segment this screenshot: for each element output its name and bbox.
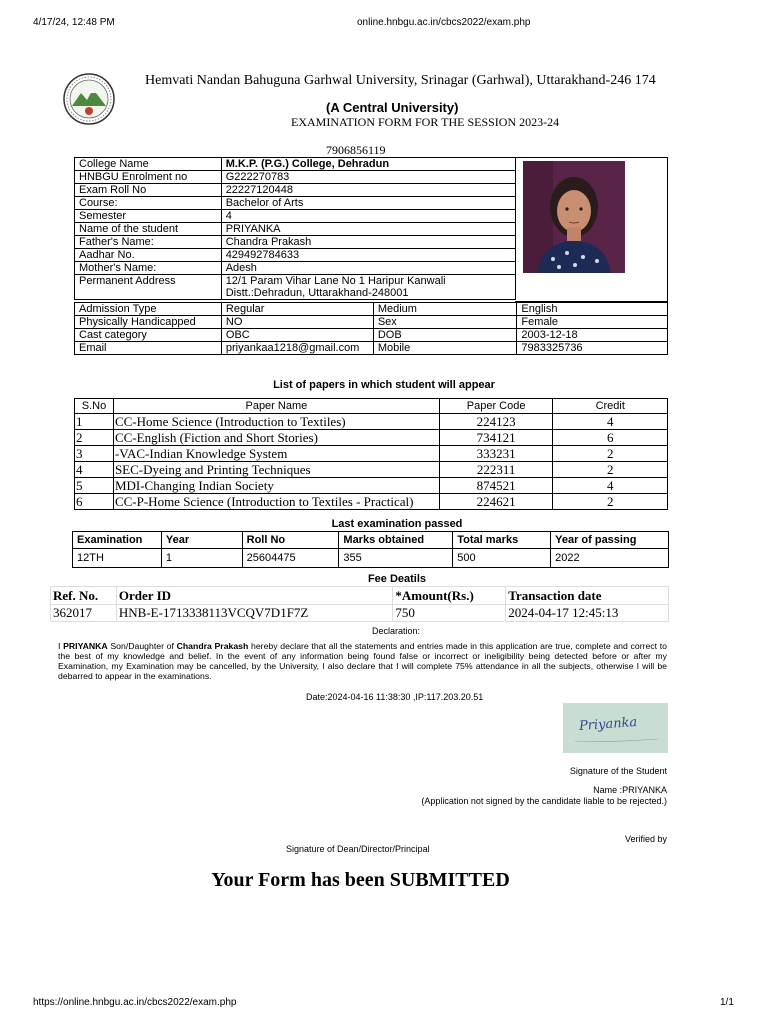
col-year: Year (161, 532, 242, 549)
table-row (75, 342, 668, 355)
cell-paper-name: MDI-Changing Indian Society (113, 478, 439, 494)
university-logo (63, 73, 115, 125)
fee-title: Fee Deatils (367, 573, 427, 585)
admission-details-table (74, 302, 668, 355)
medium-label: Medium (373, 303, 517, 316)
col-paper-name: Paper Name (113, 399, 439, 414)
papers-title: List of papers in which student will appear (273, 379, 495, 391)
mother-value: Adesh (221, 262, 515, 275)
footer-page-number: 1/1 (720, 997, 734, 1008)
address-line1: 12/1 Param Vihar Lane No 1 Haripur Kanwali (225, 275, 446, 287)
semester-value: 4 (221, 210, 515, 223)
table-row (75, 446, 668, 462)
aadhar-label: Aadhar No. (75, 249, 222, 262)
roll-label: Exam Roll No (75, 184, 222, 197)
cell-sno: 3 (75, 446, 114, 462)
cell-order-id: HNB-E-1713338113VCQV7D1F7Z (116, 605, 393, 622)
admission-value: Regular (221, 303, 373, 316)
table-header-row (75, 399, 668, 414)
footer-url: https://online.hnbgu.ac.in/cbcs2022/exam.php (33, 997, 237, 1008)
table-row (75, 329, 668, 342)
table-row (75, 275, 516, 300)
table-row (75, 171, 516, 184)
col-roll-no: Roll No (242, 532, 339, 549)
cell-credit: 4 (553, 414, 668, 430)
medium-value: English (517, 303, 668, 316)
roll-value: 22227120448 (221, 184, 515, 197)
caste-label: Cast category (75, 329, 222, 342)
signature-text: Priyanka (578, 714, 638, 735)
cell-paper-name: SEC-Dyeing and Printing Techniques (113, 462, 439, 478)
cell-roll-no: 25604475 (242, 549, 339, 568)
address-value (221, 275, 515, 300)
col-marks-obtained: Marks obtained (339, 532, 453, 549)
cell-year: 1 (161, 549, 242, 568)
submission-status: Your Form has been SUBMITTED (211, 869, 510, 891)
sex-label: Sex (373, 316, 517, 329)
col-examination: Examination (73, 532, 162, 549)
address-label: Permanent Address (75, 275, 222, 300)
col-ref-no: Ref. No. (51, 587, 117, 605)
last-exam-title: Last examination passed (331, 518, 463, 530)
name-label: Name of the student (75, 223, 222, 236)
aadhar-value: 429492784633 (221, 249, 515, 262)
mobile-label: Mobile (373, 342, 517, 355)
university-subtitle: (A Central University) (326, 100, 459, 115)
signature-name: Name :PRIYANKA (593, 785, 667, 795)
col-transaction-date: Transaction date (506, 587, 669, 605)
father-label: Father's Name: (75, 236, 222, 249)
submission-meta: Date:2024-04-16 11:38:30 ,IP:117.203.20.51 (306, 692, 484, 702)
last-exam-table (72, 531, 669, 568)
cell-credit: 2 (553, 446, 668, 462)
cell-sno: 2 (75, 430, 114, 446)
enrol-value: G222270783 (221, 171, 515, 184)
table-row (75, 494, 668, 510)
cell-paper-name: CC-Home Science (Introduction to Textiles) (113, 414, 439, 430)
cell-sno: 4 (75, 462, 114, 478)
table-row (75, 414, 668, 430)
cell-marks-obtained: 355 (339, 549, 453, 568)
mobile-value: 7983325736 (517, 342, 668, 355)
col-sno: S.No (75, 399, 114, 414)
col-amount: *Amount(Rs.) (393, 587, 506, 605)
table-header-row (73, 532, 669, 549)
cell-total-marks: 500 (453, 549, 551, 568)
name-value: PRIYANKA (221, 223, 515, 236)
signature-caption: Signature of the Student (569, 766, 667, 776)
declaration-text: I PRIYANKA Son/Daughter of Chandra Prakash hereby declare that all the statements and entries made in this application are true, complete and correct to the best of my knowledge and belief. In the event of any information being found false or incorrect or ineligibility being detected before or after my Examination, my Examination may be cancelled, by the University, I also declare that I will complete 75% attendance in all the subjects, otherwise I will be debarred to appear in the examinations. (58, 641, 667, 681)
papers-table (74, 398, 668, 510)
cell-paper-name: CC-English (Fiction and Short Stories) (113, 430, 439, 446)
col-paper-code: Paper Code (439, 399, 553, 414)
college-label: College Name (75, 158, 222, 171)
course-label: Course: (75, 197, 222, 210)
table-row (73, 549, 669, 568)
signature-image (563, 703, 668, 753)
table-row (75, 462, 668, 478)
mother-label: Mother's Name: (75, 262, 222, 275)
cell-credit: 4 (553, 478, 668, 494)
semester-label: Semester (75, 210, 222, 223)
print-datetime: 4/17/24, 12:48 PM (33, 17, 115, 28)
handicap-value: NO (221, 316, 373, 329)
declaration-title: Declaration: (372, 626, 421, 636)
cell-amount: 750 (393, 605, 506, 622)
handicap-label: Physically Handicapped (75, 316, 222, 329)
cell-credit: 2 (553, 462, 668, 478)
cell-paper-name: -VAC-Indian Knowledge System (113, 446, 439, 462)
cell-credit: 2 (553, 494, 668, 510)
cell-paper-code: 734121 (439, 430, 553, 446)
cell-ref-no: 362017 (51, 605, 117, 622)
table-row (75, 236, 516, 249)
cell-paper-name: CC-P-Home Science (Introduction to Textiles - Practical) (113, 494, 439, 510)
fee-table (50, 586, 669, 622)
cell-credit: 6 (553, 430, 668, 446)
cell-sno: 6 (75, 494, 114, 510)
col-year-of-passing: Year of passing (551, 532, 669, 549)
sex-value: Female (517, 316, 668, 329)
col-total-marks: Total marks (453, 532, 551, 549)
form-title: EXAMINATION FORM FOR THE SESSION 2023-24 (291, 115, 560, 129)
cell-year-of-passing: 2022 (551, 549, 669, 568)
table-row (51, 605, 669, 622)
course-value: Bachelor of Arts (221, 197, 515, 210)
cell-transaction-date: 2024-04-17 12:45:13 (506, 605, 669, 622)
cell-paper-code: 224621 (439, 494, 553, 510)
table-row (75, 478, 668, 494)
col-credit: Credit (553, 399, 668, 414)
table-row (75, 303, 668, 316)
cell-examination: 12TH (73, 549, 162, 568)
table-row (75, 249, 516, 262)
cell-paper-code: 874521 (439, 478, 553, 494)
table-row (75, 184, 516, 197)
father-value: Chandra Prakash (221, 236, 515, 249)
table-row (75, 158, 516, 171)
cell-paper-code: 224123 (439, 414, 553, 430)
email-value: priyankaa1218@gmail.com (221, 342, 373, 355)
table-row (75, 197, 516, 210)
table-row (75, 262, 516, 275)
table-header-row (51, 587, 669, 605)
table-row (75, 430, 668, 446)
dob-label: DOB (373, 329, 517, 342)
cell-sno: 5 (75, 478, 114, 494)
table-row (75, 316, 668, 329)
college-value: M.K.P. (P.G.) College, Dehradun (221, 158, 515, 171)
table-row (75, 223, 516, 236)
dean-signature-label: Signature of Dean/Director/Principal (286, 844, 430, 854)
address-line2: Distt.:Dehradun, Uttarakhand-248001 (225, 287, 409, 299)
dob-value: 2003-12-18 (517, 329, 668, 342)
photo-frame (515, 157, 668, 302)
email-label: Email (75, 342, 222, 355)
student-photo (523, 161, 625, 273)
cell-sno: 1 (75, 414, 114, 430)
signature-note: (Application not signed by the candidate liable to be rejected.) (421, 796, 667, 806)
student-details-table (74, 157, 516, 300)
cell-paper-code: 333231 (439, 446, 553, 462)
table-row (75, 210, 516, 223)
admission-label: Admission Type (75, 303, 222, 316)
verified-by: Verified by (624, 834, 667, 844)
col-order-id: Order ID (116, 587, 393, 605)
cell-paper-code: 222311 (439, 462, 553, 478)
university-name: Hemvati Nandan Bahuguna Garhwal University, Srinagar (Garhwal), Uttarakhand-246 174 (145, 73, 656, 88)
enrol-label: HNBGU Enrolment no (75, 171, 222, 184)
print-url: online.hnbgu.ac.in/cbcs2022/exam.php (357, 17, 531, 28)
phone-number: 7906856119 (326, 143, 386, 157)
caste-value: OBC (221, 329, 373, 342)
